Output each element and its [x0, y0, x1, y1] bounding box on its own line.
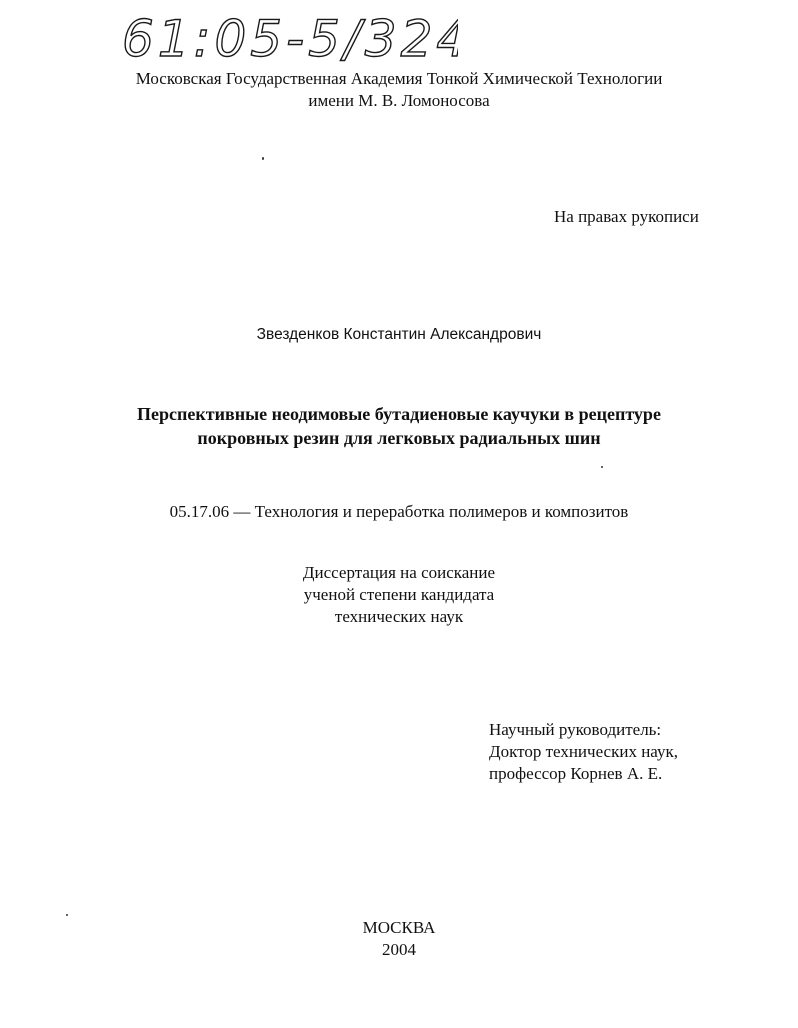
- supervisor-line-1: Научный руководитель:: [489, 720, 662, 739]
- footer-city: МОСКВА: [362, 918, 436, 937]
- footer-block: [0, 917, 798, 961]
- institution-line-2: имени М. В. Ломоносова: [308, 91, 490, 110]
- dissertation-title: [0, 402, 798, 450]
- degree-line-3: технических наук: [334, 607, 464, 626]
- footer-year: 2004: [382, 940, 416, 959]
- scan-speck: [66, 914, 68, 916]
- title-line-2: покровных резин для легковых радиальных шин: [197, 428, 601, 448]
- degree-line-1: Диссертация на соискание: [302, 563, 496, 582]
- title-line-1: Перспективные неодимовые бутадиеновые каучуки в рецептуре: [137, 404, 661, 424]
- institution-name: [0, 68, 798, 112]
- degree-line-2: ученой степени кандидата: [303, 585, 495, 604]
- institution-line-1: Московская Государственная Академия Тонкой Химической Технологии: [135, 69, 663, 88]
- scan-speck: [601, 466, 603, 468]
- rights-note: На правах рукописи: [554, 207, 699, 226]
- handwritten-catalog-svg: [118, 6, 458, 66]
- supervisor-line-3: профессор Корнев А. Е.: [489, 764, 663, 783]
- specialty-code: 05.17.06 — Технология и переработка полимеров и композитов: [169, 502, 629, 521]
- degree-statement: [0, 562, 798, 628]
- supervisor-line-2: Доктор технических наук,: [489, 742, 678, 761]
- supervisor-block: [489, 719, 678, 785]
- author-name: Звезденков Константин Александрович: [256, 326, 542, 343]
- catalog-number-text: 61:05-5/324: [122, 10, 458, 66]
- scan-speck: [262, 157, 264, 160]
- handwritten-catalog-number: [118, 6, 458, 66]
